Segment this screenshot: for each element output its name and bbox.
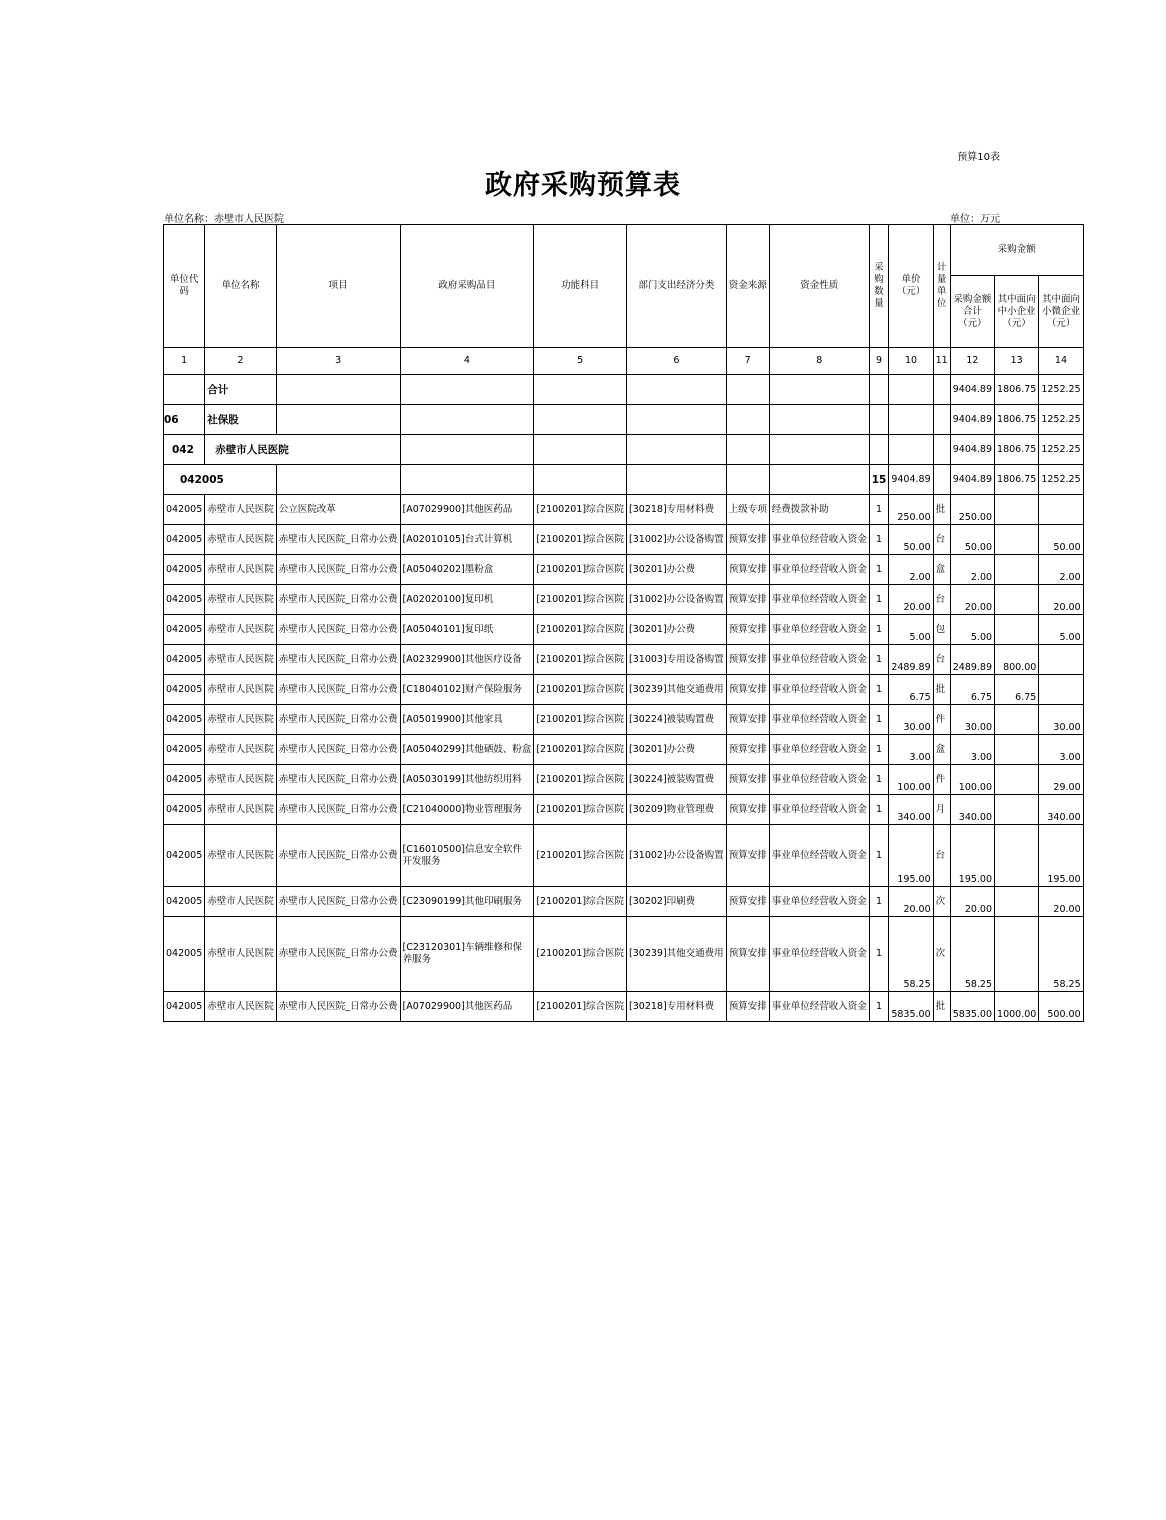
cell-item: [A07029900]其他医药品 xyxy=(400,992,534,1022)
cell-sme: 1000.00 xyxy=(995,992,1039,1022)
cell-project: 赤壁市人民医院_日常办公费 xyxy=(276,615,400,645)
cell-func: [2100201]综合医院 xyxy=(534,495,627,525)
cell-project: 赤壁市人民医院_日常办公费 xyxy=(276,765,400,795)
cell-nature: 事业单位经营收入资金 xyxy=(769,765,869,795)
cell-project: 赤壁市人民医院_日常办公费 xyxy=(276,585,400,615)
cell-total: 9404.89 xyxy=(950,435,994,465)
summary-row-subunit xyxy=(164,465,1084,495)
cell-project: 赤壁市人民医院_日常办公费 xyxy=(276,705,400,735)
cell-project: 公立医院改革 xyxy=(276,495,400,525)
cell-project: 赤壁市人民医院_日常办公费 xyxy=(276,675,400,705)
cell-qty: 1 xyxy=(869,615,889,645)
header-amount-sme: 其中面向中小企业（元） xyxy=(995,276,1039,348)
cell-price: 30.00 xyxy=(889,705,933,735)
table-row xyxy=(164,555,1084,585)
cell-func: [2100201]综合医院 xyxy=(534,675,627,705)
cell-unit: 月 xyxy=(933,795,950,825)
cell-sme xyxy=(995,585,1039,615)
cell-sme: 1806.75 xyxy=(995,405,1039,435)
cell-sme xyxy=(995,917,1039,992)
cell-nature: 事业单位经营收入资金 xyxy=(769,555,869,585)
cell-price: 2.00 xyxy=(889,555,933,585)
cell-micro: 195.00 xyxy=(1039,825,1083,887)
cell-econ: [31002]办公设备购置 xyxy=(627,825,727,887)
cell-name: 赤壁市人民医院 xyxy=(205,555,277,585)
header-unit-price: 单价（元） xyxy=(889,225,933,348)
col-number: 14 xyxy=(1039,348,1083,375)
cell-project: 赤壁市人民医院_日常办公费 xyxy=(276,645,400,675)
cell-sme: 1806.75 xyxy=(995,375,1039,405)
cell-src: 预算安排 xyxy=(726,585,769,615)
header-procurement-item: 政府采购品目 xyxy=(400,225,534,348)
table-row xyxy=(164,615,1084,645)
cell-qty: 1 xyxy=(869,645,889,675)
cell-code: 042005 xyxy=(164,495,205,525)
cell-qty xyxy=(869,405,889,435)
cell-unit: 台 xyxy=(933,525,950,555)
cell-econ: [31002]办公设备购置 xyxy=(627,525,727,555)
cell-code: 042005 xyxy=(164,887,205,917)
cell-func: [2100201]综合医院 xyxy=(534,525,627,555)
cell-sme xyxy=(995,495,1039,525)
budget-table xyxy=(163,224,1084,1022)
cell-price: 6.75 xyxy=(889,675,933,705)
table-row xyxy=(164,887,1084,917)
cell-item: [A05019900]其他家具 xyxy=(400,705,534,735)
cell-total: 5835.00 xyxy=(950,992,994,1022)
cell-unit: 次 xyxy=(933,887,950,917)
cell-unit: 批 xyxy=(933,495,950,525)
cell-qty: 1 xyxy=(869,705,889,735)
cell-unit: 包 xyxy=(933,615,950,645)
cell-name: 赤壁市人民医院 xyxy=(205,887,277,917)
cell-micro: 29.00 xyxy=(1039,765,1083,795)
cell-price: 58.25 xyxy=(889,917,933,992)
header-unit-name: 单位名称 xyxy=(205,225,277,348)
cell-func: [2100201]综合医院 xyxy=(534,992,627,1022)
col-number: 12 xyxy=(950,348,994,375)
cell-micro: 340.00 xyxy=(1039,795,1083,825)
table-row xyxy=(164,735,1084,765)
cell-code: 042005 xyxy=(164,465,277,495)
cell-name: 赤壁市人民医院 xyxy=(205,917,277,992)
cell-qty: 1 xyxy=(869,495,889,525)
cell-unit: 盒 xyxy=(933,735,950,765)
cell-sme xyxy=(995,615,1039,645)
cell-project: 赤壁市人民医院_日常办公费 xyxy=(276,795,400,825)
cell-name: 赤壁市人民医院 xyxy=(205,645,277,675)
cell-econ: [30201]办公费 xyxy=(627,735,727,765)
cell-name: 赤壁市人民医院 xyxy=(205,705,277,735)
cell-name: 合计 xyxy=(205,375,277,405)
cell-project: 赤壁市人民医院_日常办公费 xyxy=(276,917,400,992)
cell-code: 042005 xyxy=(164,825,205,887)
col-number: 1 xyxy=(164,348,205,375)
cell-econ: [31003]专用设备购置 xyxy=(627,645,727,675)
cell-qty: 1 xyxy=(869,675,889,705)
cell-econ: [30218]专用材料费 xyxy=(627,495,727,525)
cell-item: [A05040202]墨粉盒 xyxy=(400,555,534,585)
header-project: 项目 xyxy=(276,225,400,348)
cell-name: 赤壁市人民医院 xyxy=(205,435,400,465)
cell-econ: [30202]印刷费 xyxy=(627,887,727,917)
cell-nature: 事业单位经营收入资金 xyxy=(769,675,869,705)
header-measure-unit: 计量单位 xyxy=(933,225,950,348)
col-number: 9 xyxy=(869,348,889,375)
col-number: 3 xyxy=(276,348,400,375)
cell-nature: 事业单位经营收入资金 xyxy=(769,917,869,992)
table-row xyxy=(164,705,1084,735)
cell-micro: 50.00 xyxy=(1039,525,1083,555)
cell-item: [A07029900]其他医药品 xyxy=(400,495,534,525)
table-row xyxy=(164,495,1084,525)
cell-item: [A05040299]其他硒鼓、粉盒 xyxy=(400,735,534,765)
cell-total: 3.00 xyxy=(950,735,994,765)
cell-item: [A05040101]复印纸 xyxy=(400,615,534,645)
summary-row-unit xyxy=(164,435,1084,465)
header-fund-source: 资金来源 xyxy=(726,225,769,348)
cell-sme xyxy=(995,765,1039,795)
cell-name: 赤壁市人民医院 xyxy=(205,795,277,825)
cell-price: 20.00 xyxy=(889,887,933,917)
cell-code: 042005 xyxy=(164,705,205,735)
table-row xyxy=(164,525,1084,555)
table-row xyxy=(164,675,1084,705)
cell-micro: 20.00 xyxy=(1039,887,1083,917)
cell-micro: 30.00 xyxy=(1039,705,1083,735)
cell-sme: 1806.75 xyxy=(995,465,1039,495)
header-economic-class: 部门支出经济分类 xyxy=(627,225,727,348)
cell-total: 9404.89 xyxy=(950,375,994,405)
cell-src: 预算安排 xyxy=(726,825,769,887)
cell-code: 042005 xyxy=(164,992,205,1022)
cell-func: [2100201]综合医院 xyxy=(534,705,627,735)
col-number: 11 xyxy=(933,348,950,375)
cell-nature: 事业单位经营收入资金 xyxy=(769,825,869,887)
cell-src: 预算安排 xyxy=(726,735,769,765)
cell-total: 20.00 xyxy=(950,585,994,615)
header-function-subject: 功能科目 xyxy=(534,225,627,348)
header-unit-code: 单位代码 xyxy=(164,225,205,348)
cell-micro xyxy=(1039,495,1083,525)
cell-code: 042005 xyxy=(164,615,205,645)
cell-unit: 台 xyxy=(933,645,950,675)
header-row-1 xyxy=(164,225,1084,276)
cell-nature: 事业单位经营收入资金 xyxy=(769,992,869,1022)
cell-name: 赤壁市人民医院 xyxy=(205,992,277,1022)
header-quantity: 采购数量 xyxy=(869,225,889,348)
cell-func: [2100201]综合医院 xyxy=(534,887,627,917)
col-number: 6 xyxy=(627,348,727,375)
cell-item: [C16010500]信息安全软件开发服务 xyxy=(400,825,534,887)
cell-total: 2489.89 xyxy=(950,645,994,675)
summary-row-total xyxy=(164,375,1084,405)
cell-name: 赤壁市人民医院 xyxy=(205,525,277,555)
cell-micro: 58.25 xyxy=(1039,917,1083,992)
cell-item: [A02010105]台式计算机 xyxy=(400,525,534,555)
cell-micro: 1252.25 xyxy=(1039,435,1083,465)
cell-unit: 件 xyxy=(933,705,950,735)
cell-price xyxy=(889,435,933,465)
cell-qty xyxy=(869,435,889,465)
cell-price: 5.00 xyxy=(889,615,933,645)
cell-name: 社保股 xyxy=(205,405,277,435)
unit-name-label: 单位名称：赤壁市人民医院 xyxy=(164,214,284,225)
cell-qty: 1 xyxy=(869,765,889,795)
cell-econ: [30218]专用材料费 xyxy=(627,992,727,1022)
cell-micro xyxy=(1039,675,1083,705)
cell-item: [C23120301]车辆维修和保养服务 xyxy=(400,917,534,992)
cell-price: 50.00 xyxy=(889,525,933,555)
cell-project: 赤壁市人民医院_日常办公费 xyxy=(276,825,400,887)
cell-src: 预算安排 xyxy=(726,887,769,917)
summary-row-dept xyxy=(164,405,1084,435)
cell-name: 赤壁市人民医院 xyxy=(205,495,277,525)
cell-name: 赤壁市人民医院 xyxy=(205,735,277,765)
col-number: 13 xyxy=(995,348,1039,375)
cell-src: 上级专项 xyxy=(726,495,769,525)
cell-total: 9404.89 xyxy=(950,465,994,495)
table-row xyxy=(164,825,1084,887)
cell-micro xyxy=(1039,645,1083,675)
cell-src: 预算安排 xyxy=(726,795,769,825)
cell-code: 042005 xyxy=(164,735,205,765)
cell-price: 5835.00 xyxy=(889,992,933,1022)
cell-sme: 800.00 xyxy=(995,645,1039,675)
cell-sme xyxy=(995,555,1039,585)
cell-item: [C23090199]其他印刷服务 xyxy=(400,887,534,917)
cell-func: [2100201]综合医院 xyxy=(534,825,627,887)
cell-sme: 6.75 xyxy=(995,675,1039,705)
cell-func: [2100201]综合医院 xyxy=(534,735,627,765)
cell-src: 预算安排 xyxy=(726,992,769,1022)
cell-code xyxy=(164,375,205,405)
cell-code: 042005 xyxy=(164,917,205,992)
cell-src: 预算安排 xyxy=(726,615,769,645)
cell-micro: 20.00 xyxy=(1039,585,1083,615)
cell-code: 042005 xyxy=(164,675,205,705)
cell-micro: 1252.25 xyxy=(1039,405,1083,435)
cell-item: [A02020100]复印机 xyxy=(400,585,534,615)
cell-sme xyxy=(995,735,1039,765)
cell-nature: 经费拨款补助 xyxy=(769,495,869,525)
cell-item: [C18040102]财产保险服务 xyxy=(400,675,534,705)
cell-total: 30.00 xyxy=(950,705,994,735)
cell-unit: 批 xyxy=(933,675,950,705)
col-number: 5 xyxy=(534,348,627,375)
cell-price: 195.00 xyxy=(889,825,933,887)
cell-econ: [31002]办公设备购置 xyxy=(627,585,727,615)
cell-nature: 事业单位经营收入资金 xyxy=(769,887,869,917)
table-row xyxy=(164,765,1084,795)
cell-code: 042 xyxy=(164,435,205,465)
cell-total: 50.00 xyxy=(950,525,994,555)
cell-project: 赤壁市人民医院_日常办公费 xyxy=(276,735,400,765)
cell-project: 赤壁市人民医院_日常办公费 xyxy=(276,887,400,917)
cell-src: 预算安排 xyxy=(726,765,769,795)
cell-unit: 次 xyxy=(933,917,950,992)
cell-project: 赤壁市人民医院_日常办公费 xyxy=(276,992,400,1022)
cell-econ: [30239]其他交通费用 xyxy=(627,917,727,992)
cell-price: 20.00 xyxy=(889,585,933,615)
cell-qty: 1 xyxy=(869,887,889,917)
cell-src: 预算安排 xyxy=(726,675,769,705)
cell-unit: 台 xyxy=(933,825,950,887)
currency-unit-label: 单位：万元 xyxy=(950,214,1000,225)
col-number: 10 xyxy=(889,348,933,375)
cell-nature: 事业单位经营收入资金 xyxy=(769,645,869,675)
cell-micro: 3.00 xyxy=(1039,735,1083,765)
cell-name: 赤壁市人民医院 xyxy=(205,765,277,795)
cell-econ: [30224]被装购置费 xyxy=(627,705,727,735)
column-number-row xyxy=(164,348,1084,375)
cell-unit: 件 xyxy=(933,765,950,795)
cell-micro: 2.00 xyxy=(1039,555,1083,585)
cell-econ: [30201]办公费 xyxy=(627,555,727,585)
cell-qty: 1 xyxy=(869,555,889,585)
cell-econ: [30239]其他交通费用 xyxy=(627,675,727,705)
cell-func: [2100201]综合医院 xyxy=(534,917,627,992)
cell-sme: 1806.75 xyxy=(995,435,1039,465)
cell-src: 预算安排 xyxy=(726,525,769,555)
header-amount-total: 采购金额合计（元） xyxy=(950,276,994,348)
header-fund-nature: 资金性质 xyxy=(769,225,869,348)
cell-item: [A05030199]其他纺织用料 xyxy=(400,765,534,795)
cell-econ: [30209]物业管理费 xyxy=(627,795,727,825)
cell-econ: [30201]办公费 xyxy=(627,615,727,645)
cell-unit: 盒 xyxy=(933,555,950,585)
col-number: 8 xyxy=(769,348,869,375)
cell-total: 6.75 xyxy=(950,675,994,705)
cell-econ: [30224]被装购置费 xyxy=(627,765,727,795)
col-number: 7 xyxy=(726,348,769,375)
cell-src: 预算安排 xyxy=(726,555,769,585)
cell-total: 2.00 xyxy=(950,555,994,585)
cell-price: 250.00 xyxy=(889,495,933,525)
cell-unit: 批 xyxy=(933,992,950,1022)
cell-total: 195.00 xyxy=(950,825,994,887)
cell-micro: 5.00 xyxy=(1039,615,1083,645)
cell-func: [2100201]综合医院 xyxy=(534,765,627,795)
cell-nature: 事业单位经营收入资金 xyxy=(769,705,869,735)
cell-project: 赤壁市人民医院_日常办公费 xyxy=(276,525,400,555)
cell-project: 赤壁市人民医院_日常办公费 xyxy=(276,555,400,585)
cell-func: [2100201]综合医院 xyxy=(534,615,627,645)
cell-func: [2100201]综合医院 xyxy=(534,585,627,615)
cell-price xyxy=(889,375,933,405)
table-row xyxy=(164,645,1084,675)
cell-total: 5.00 xyxy=(950,615,994,645)
cell-total: 9404.89 xyxy=(950,405,994,435)
cell-total: 340.00 xyxy=(950,795,994,825)
table-row xyxy=(164,992,1084,1022)
cell-name: 赤壁市人民医院 xyxy=(205,615,277,645)
cell-sme xyxy=(995,705,1039,735)
cell-name: 赤壁市人民医院 xyxy=(205,585,277,615)
cell-qty: 1 xyxy=(869,795,889,825)
cell-func: [2100201]综合医院 xyxy=(534,555,627,585)
cell-code: 042005 xyxy=(164,645,205,675)
cell-qty xyxy=(869,375,889,405)
cell-micro: 500.00 xyxy=(1039,992,1083,1022)
cell-qty: 1 xyxy=(869,585,889,615)
cell-qty: 1 xyxy=(869,917,889,992)
cell-price: 2489.89 xyxy=(889,645,933,675)
cell-code: 042005 xyxy=(164,525,205,555)
cell-src: 预算安排 xyxy=(726,917,769,992)
cell-nature: 事业单位经营收入资金 xyxy=(769,795,869,825)
cell-nature: 事业单位经营收入资金 xyxy=(769,615,869,645)
cell-src: 预算安排 xyxy=(726,705,769,735)
cell-total: 58.25 xyxy=(950,917,994,992)
cell-micro: 1252.25 xyxy=(1039,465,1083,495)
cell-sme xyxy=(995,825,1039,887)
cell-item: [C21040000]物业管理服务 xyxy=(400,795,534,825)
cell-nature: 事业单位经营收入资金 xyxy=(769,735,869,765)
cell-total: 100.00 xyxy=(950,765,994,795)
cell-sme xyxy=(995,887,1039,917)
cell-total: 20.00 xyxy=(950,887,994,917)
cell-price xyxy=(889,405,933,435)
cell-unit: 台 xyxy=(933,585,950,615)
cell-sme xyxy=(995,795,1039,825)
header-amount-group: 采购金额 xyxy=(950,225,1083,276)
cell-code: 042005 xyxy=(164,765,205,795)
cell-total: 250.00 xyxy=(950,495,994,525)
cell-code: 06 xyxy=(164,405,205,435)
cell-code: 042005 xyxy=(164,555,205,585)
cell-sme xyxy=(995,525,1039,555)
header-amount-micro: 其中面向小微企业（元） xyxy=(1039,276,1083,348)
table-row xyxy=(164,795,1084,825)
cell-nature: 事业单位经营收入资金 xyxy=(769,525,869,555)
cell-qty: 1 xyxy=(869,825,889,887)
cell-price: 100.00 xyxy=(889,765,933,795)
table-row xyxy=(164,585,1084,615)
cell-micro: 1252.25 xyxy=(1039,375,1083,405)
col-number: 4 xyxy=(400,348,534,375)
table-row xyxy=(164,917,1084,992)
cell-src: 预算安排 xyxy=(726,645,769,675)
cell-code: 042005 xyxy=(164,585,205,615)
cell-item: [A02329900]其他医疗设备 xyxy=(400,645,534,675)
cell-func: [2100201]综合医院 xyxy=(534,795,627,825)
cell-qty: 15 xyxy=(869,465,889,495)
cell-func: [2100201]综合医院 xyxy=(534,645,627,675)
col-number: 2 xyxy=(205,348,277,375)
cell-price: 9404.89 xyxy=(889,465,933,495)
cell-name: 赤壁市人民医院 xyxy=(205,675,277,705)
cell-code: 042005 xyxy=(164,795,205,825)
form-number: 预算10表 xyxy=(957,152,1000,163)
cell-name: 赤壁市人民医院 xyxy=(205,825,277,887)
page-title: 政府采购预算表 xyxy=(485,170,681,201)
cell-qty: 1 xyxy=(869,735,889,765)
cell-price: 340.00 xyxy=(889,795,933,825)
cell-qty: 1 xyxy=(869,525,889,555)
cell-price: 3.00 xyxy=(889,735,933,765)
cell-qty: 1 xyxy=(869,992,889,1022)
cell-nature: 事业单位经营收入资金 xyxy=(769,585,869,615)
